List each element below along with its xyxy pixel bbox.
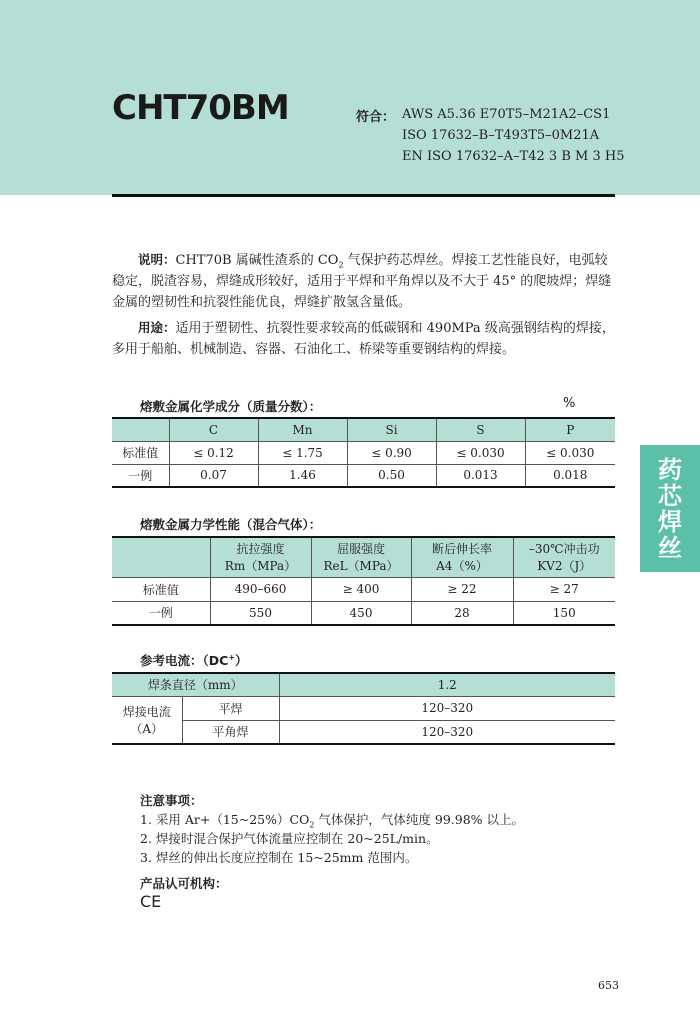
table-header-row: C Mn Si S P [112,418,615,441]
chemical-title: 熔敷金属化学成分（质量分数）： [140,399,322,414]
description-paragraph: 说明：CHT70B 属碱性渣系的 $CO_2$ 气保护药芯焊丝。焊接工艺性能良好，电弧较稳定，脱渣容易，焊缝成形较好，适用于平焊和平角焊以及不大于 45° 的爬坡焊；焊缝金属的塑韧性和抗裂性能优良，焊缝扩散氢含量低。 [112,252,612,310]
table-header-row: 焊条直径（mm） 1.2 [112,673,615,696]
product-name: CHT70BM [112,88,289,128]
category-side-tab [640,445,700,572]
note-item: 1. 采用 $Ar+(15\sim 25\%)CO_2$ 气体保护，气体纯度 99.98% 以上。 [140,812,525,830]
table-row: 一例 550 450 28 150 [112,601,615,625]
note-item: 3. 焊丝的伸出长度应控制在 15~25mm 范围内。 [140,850,418,865]
conformity-label: 符合： [356,110,396,125]
certification-title: 产品认可机构： [140,876,228,891]
chemical-table [112,417,615,488]
usage-label: 用途： [138,320,176,335]
table-row: 焊接电流 （A） 平焊 120–320 [112,696,615,720]
table-row: 平角焊 120–320 [112,720,615,744]
table-row: 一例 0.07 1.46 0.50 0.013 0.018 [112,464,615,487]
standard-item: ISO 17632–B–T493T5–0M21A [402,128,600,143]
page-number: 653 [598,979,619,992]
standards-list [402,104,624,167]
current-table [112,672,615,745]
description-label: 说明： [138,252,176,267]
mechanical-title: 熔敷金属力学性能（混合气体）： [140,517,322,532]
header-rule [112,194,615,197]
current-title: 参考电流：（DC+） [140,652,248,668]
category-tab-label: 药 芯 焊 丝 [658,456,682,562]
standard-item: EN ISO 17632–A–T42 3 B M 3 H5 [402,149,625,164]
ce-mark-icon: CE [140,892,162,911]
table-row: 标准值 ≤ 0.12 ≤ 1.75 ≤ 0.90 ≤ 0.030 ≤ 0.030 [112,441,615,464]
note-item: 2. 焊接时混合保护气体流量应控制在 20~25L/min。 [140,831,439,846]
notes-title: 注意事项： [140,793,203,808]
header-band [0,0,700,195]
chemical-unit: % [563,396,576,411]
standard-item: AWS A5.36 E70T5–M21A2–CS1 [402,107,611,122]
table-header-row: 抗拉强度 Rm（MPa） 屈服强度 ReL（MPa） 断后伸长率 A4（%） –30℃冲击功 KV2（J） [112,537,615,577]
notes-section [140,791,524,867]
mechanical-table [112,536,615,626]
usage-paragraph: 用途：适用于塑韧性、抗裂性要求较高的低碳钢和 490MPa 级高强钢结构的焊接，多用于船舶、机械制造、容器、石油化工、桥梁等重要钢结构的焊接。 [112,320,615,357]
table-row: 标准值 490–660 ≥ 400 ≥ 22 ≥ 27 [112,577,615,601]
